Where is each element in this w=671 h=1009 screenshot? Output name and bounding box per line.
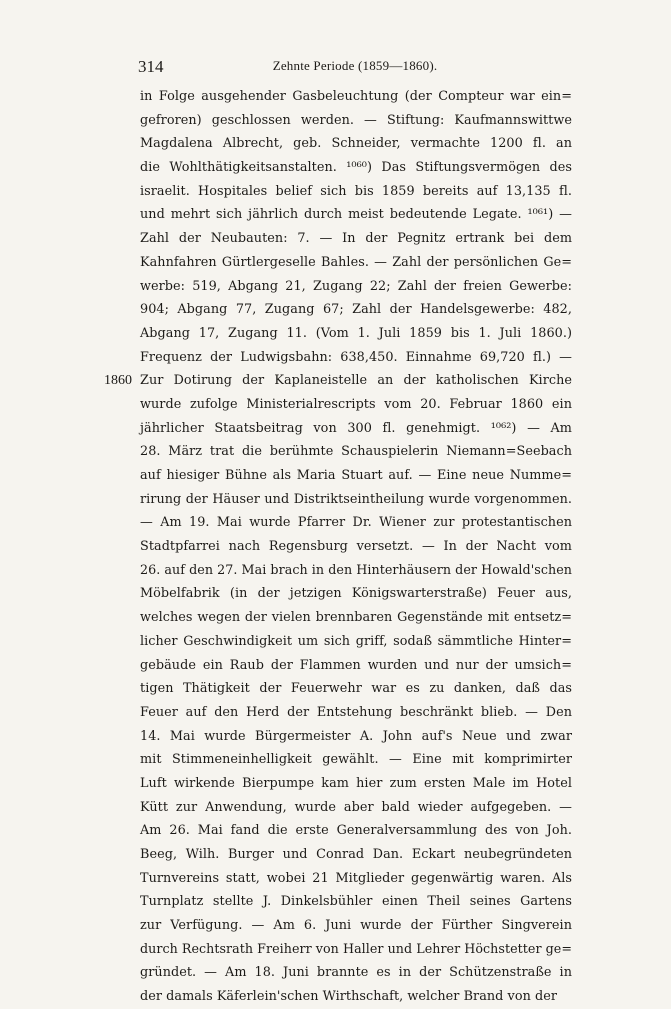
text-line-content: — Am 19. Mai wurde Pfarrer Dr. Wiener zur protestantischen [140, 515, 572, 531]
text-line-content: wurde zufolge Ministerialrescripts vom 20. Februar 1860 ein [140, 396, 572, 412]
text-line [140, 227, 572, 251]
page-number: 314 [138, 57, 164, 76]
text-line-content: Stadtpfarrei nach Regensburg versetzt. — In der Nacht vom [140, 539, 572, 555]
text-line [140, 701, 572, 725]
text-line [140, 772, 572, 796]
text-line [140, 251, 572, 275]
text-line-content: Turnvereins statt, wobei 21 Mitglieder gegenwärtig waren. Als [140, 870, 572, 886]
text-line-content: durch Rechtsrath Freiherr von Haller und Lehrer Höchstetter ge= [140, 941, 572, 957]
text-line-content: jährlicher Staatsbeitrag von 300 fl. genehmigt. ¹⁰⁶²) — Am [140, 420, 572, 436]
text-line [140, 180, 572, 204]
text-line-content: die Wohlthätigkeitsanstalten. ¹⁰⁶⁰) Das Stiftungsvermögen des [140, 160, 572, 176]
text-line [140, 559, 572, 583]
text-line [140, 582, 572, 606]
text-line-content: Kütt zur Anwendung, wurde aber bald wieder aufgegeben. — [140, 799, 572, 815]
text-line [140, 985, 572, 1009]
text-line [140, 511, 572, 535]
text-line-content: gefroren) geschlossen werden. — Stiftung: Kaufmannswittwe [140, 112, 572, 128]
text-line-content: welches wegen der vielen brennbaren Gegenstände mit entsetz= [140, 610, 572, 626]
text-line [140, 464, 572, 488]
text-line-content: Feuer auf den Herd der Entstehung beschränkt blieb. — Den [140, 704, 572, 720]
text-line-content: 26. auf den 27. Mai brach in den Hinterhäusern der Howald'schen [140, 562, 572, 578]
text-line-content: tigen Thätigkeit der Feuerwehr war es zu danken, daß das [140, 681, 572, 697]
text-line [140, 275, 572, 299]
text-line [140, 535, 572, 559]
text-line-content: der damals Käferlein'schen Wirthschaft, welcher Brand von der [140, 989, 558, 1005]
text-line-content: Möbelfabrik (in der jetzigen Königswarterstraße) Feuer aus, [140, 586, 572, 602]
text-line-content: licher Geschwindigkeit um sich griff, sodaß sämmtliche Hinter= [140, 633, 572, 649]
text-line-content: Luft wirkende Bierpumpe kam hier zum ersten Male im Hotel [140, 775, 572, 791]
text-line-content: 904; Abgang 77, Zugang 67; Zahl der Handelsgewerbe: 482, [140, 302, 572, 318]
text-line-content: gebäude ein Raub der Flammen wurden und nur der umsich= [140, 657, 572, 673]
text-line [140, 938, 572, 962]
text-line-content: in Folge ausgehender Gasbeleuchtung (der Compteur war ein= [140, 89, 572, 104]
text-line [140, 630, 572, 654]
text-line-content: auf hiesiger Bühne als Maria Stuart auf. — Eine neue Numme= [140, 468, 572, 483]
text-line-content: 28. März trat die berühmte Schauspielerin Niemann=Seebach [140, 444, 572, 460]
text-line-content: Magdalena Albrecht, geb. Schneider, vermachte 1200 fl. an [140, 136, 572, 152]
text-line [140, 156, 572, 180]
text-line [140, 440, 572, 464]
text-line [140, 677, 572, 701]
text-line-content: mit Stimmeneinhelligkeit gewählt. — Eine mit komprimirter [140, 752, 572, 768]
text-line [104, 369, 572, 393]
text-line-content: Kahnfahren Gürtlergeselle Bahles. — Zahl der persönlichen Ge= [140, 254, 572, 270]
text-line [140, 203, 572, 227]
text-line-content: Frequenz der Ludwigsbahn: 638,450. Einnahme 69,720 fl.) — [140, 349, 572, 365]
text-line [140, 298, 572, 322]
text-line [140, 322, 572, 346]
text-line [140, 393, 572, 417]
text-line [140, 132, 572, 156]
text-line [140, 819, 572, 843]
text-line-content: israelit. Hospitales belief sich bis 1859 bereits auf 13,135 fl. [140, 183, 572, 199]
text-line [140, 890, 572, 914]
text-line-content: rirung der Häuser und Distriktseintheilung wurde vorgenommen. [140, 491, 572, 507]
text-line [140, 914, 572, 938]
text-line [140, 417, 572, 441]
text-line-content: Beeg, Wilh. Burger und Conrad Dan. Eckart neubegründeten [140, 847, 572, 862]
margin-year: 1860 [104, 373, 132, 389]
text-line-content: gründet. — Am 18. Juni brannte es in der Schützenstraße in [140, 965, 572, 981]
running-head: Zehnte Periode (1859—1860). [272, 58, 438, 73]
text-line-content: und mehrt sich jährlich durch meist bedeutende Legate. ¹⁰⁶¹) — [140, 207, 572, 223]
text-line [140, 654, 572, 678]
text-line [140, 867, 572, 891]
text-line-content: Zahl der Neubauten: 7. — In der Pegnitz ertrank bei dem [140, 231, 572, 247]
body-text [104, 85, 572, 1009]
text-line [140, 488, 572, 512]
text-line [140, 843, 572, 867]
text-line [140, 606, 572, 630]
text-line [140, 725, 572, 749]
text-line [140, 796, 572, 820]
text-line-content: Turnplatz stellte J. Dinkelsbühler einen Theil seines Gartens [140, 894, 572, 910]
text-line [140, 346, 572, 370]
text-line-content: zur Verfügung. — Am 6. Juni wurde der Fürther Singverein [140, 918, 572, 934]
page-header [138, 57, 572, 79]
text-line-content: Zur Dotirung der Kaplaneistelle an der katholischen Kirche [140, 373, 572, 389]
text-line-content: Am 26. Mai fand die erste Generalversammlung des von Joh. [140, 823, 572, 839]
text-line-content: 14. Mai wurde Bürgermeister A. John auf's Neue und zwar [140, 728, 572, 744]
text-line [140, 85, 572, 109]
text-line-content: werbe: 519, Abgang 21, Zugang 22; Zahl der freien Gewerbe: [140, 278, 572, 294]
text-line-content: Abgang 17, Zugang 11. (Vom 1. Juli 1859 bis 1. Juli 1860.) [140, 325, 572, 341]
text-line [140, 109, 572, 133]
text-line [140, 961, 572, 985]
text-line [140, 748, 572, 772]
